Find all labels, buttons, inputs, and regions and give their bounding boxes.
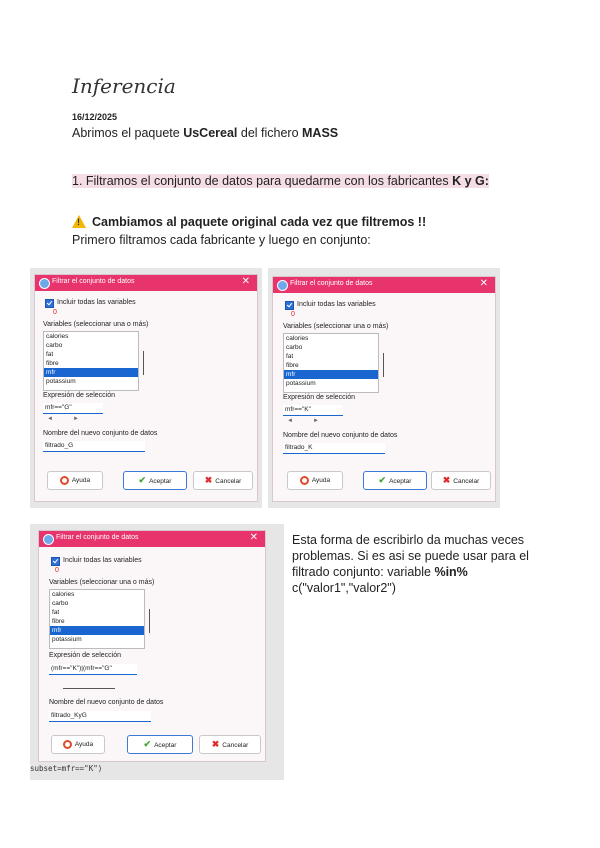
expression-label: Expresión de selección <box>43 392 115 399</box>
help-icon <box>60 476 69 485</box>
zero-label: 0 <box>53 309 57 316</box>
include-all-checkbox[interactable] <box>45 299 54 308</box>
list-item-selected[interactable]: mfr <box>50 626 144 635</box>
cancel-button[interactable] <box>199 735 261 754</box>
cancel-button[interactable] <box>431 471 491 490</box>
in-operator: %in% <box>434 565 468 579</box>
help-button[interactable] <box>51 735 105 754</box>
cancel-icon: ✖ <box>211 739 220 749</box>
close-icon[interactable]: ✕ <box>249 532 258 543</box>
step1-bold: K y G: <box>452 174 489 188</box>
package-name: UsCereal <box>183 126 238 140</box>
dialog-titlebar <box>39 531 265 547</box>
list-item[interactable]: calories <box>286 335 309 342</box>
page-title: Inferencia <box>72 74 176 98</box>
dialog-title: Filtrar el conjunto de datos <box>52 278 135 285</box>
intro-text: Abrimos el paquete <box>72 126 184 140</box>
check-icon: ✔ <box>138 475 147 485</box>
filter-dialog <box>38 530 266 762</box>
zero-label: 0 <box>55 567 59 574</box>
scrollbar[interactable] <box>383 353 384 377</box>
list-item[interactable]: fat <box>46 351 54 358</box>
expression-input[interactable]: (mfr=="K")|(mfr=="G" <box>49 664 137 675</box>
include-all-label: Incluir todas las variables <box>297 301 376 308</box>
list-item[interactable]: fibre <box>286 362 299 369</box>
variables-list[interactable] <box>43 331 139 391</box>
expression-input[interactable]: mfr=="G" <box>43 403 103 414</box>
list-item[interactable]: potassium <box>52 636 82 643</box>
variables-list[interactable] <box>283 333 379 393</box>
side-note-tail: c("valor1","valor2") <box>292 581 396 595</box>
variables-label: Variables (seleccionar una o más) <box>43 321 149 328</box>
list-item[interactable]: fat <box>286 353 294 360</box>
help-button[interactable] <box>287 471 343 490</box>
accept-label: Aceptar <box>154 742 177 749</box>
scrollbar[interactable] <box>143 351 144 375</box>
screenshot-filter-kyg <box>30 524 284 780</box>
new-dataset-label: Nombre del nuevo conjunto de datos <box>43 430 158 437</box>
cancel-label: Cancelar <box>222 742 249 749</box>
list-item[interactable]: carbo <box>46 342 63 349</box>
warning-text: Cambiamos al paquete original cada vez que filtremos !! <box>92 215 427 229</box>
list-item[interactable]: potassium <box>46 378 76 385</box>
cancel-icon: ✖ <box>442 475 451 485</box>
dialog-titlebar <box>35 275 257 291</box>
accept-button[interactable] <box>363 471 427 490</box>
cancel-label: Cancelar <box>215 478 242 485</box>
help-icon <box>300 476 309 485</box>
filter-dialog <box>272 276 496 502</box>
check-icon: ✔ <box>378 475 387 485</box>
warning-line <box>72 213 426 229</box>
scrollbar[interactable] <box>63 688 115 689</box>
scroll-arrows-icon[interactable]: ◄ ► <box>287 418 319 424</box>
dialog-title: Filtrar el conjunto de datos <box>290 280 373 287</box>
side-note <box>292 532 542 596</box>
list-item[interactable]: fat <box>52 609 60 616</box>
step1-text: 1. Filtramos el conjunto de datos para quedarme con los fabricantes <box>72 174 453 188</box>
variables-list[interactable] <box>49 589 145 649</box>
filter-dialog <box>34 274 258 502</box>
list-item[interactable]: potassium <box>286 380 316 387</box>
intro-text-mid: del fichero <box>237 126 303 140</box>
new-dataset-input[interactable]: filtrado_K <box>283 443 385 454</box>
expression-label: Expresión de selección <box>283 394 355 401</box>
r-logo-icon <box>43 534 54 545</box>
r-logo-icon <box>39 278 50 289</box>
variables-label: Variables (seleccionar una o más) <box>49 579 155 586</box>
scroll-arrows-icon[interactable]: ◄ ► <box>47 416 79 422</box>
expression-input[interactable]: mfr=="K" <box>283 405 343 416</box>
screenshot-filter-k <box>268 268 500 508</box>
intro-line <box>72 126 338 140</box>
list-item[interactable]: fibre <box>46 360 59 367</box>
list-item-selected[interactable]: mfr <box>44 368 138 377</box>
date-label: 16/12/2025 <box>72 112 118 122</box>
include-all-checkbox[interactable] <box>285 301 294 310</box>
help-button[interactable] <box>47 471 103 490</box>
help-label: Ayuda <box>71 477 91 484</box>
include-all-label: Incluir todas las variables <box>57 299 136 306</box>
new-dataset-label: Nombre del nuevo conjunto de datos <box>283 432 398 439</box>
scrollbar[interactable] <box>149 609 150 633</box>
warning-icon <box>72 215 86 228</box>
code-fragment: subset=mfr=="K") <box>30 764 103 773</box>
side-note-text: Esta forma de escribirlo da muchas veces problemas. Si es asi se puede usar para el filtrado conjunto: variable <box>292 533 529 579</box>
library-name: MASS <box>302 126 339 140</box>
screenshot-filter-g <box>30 268 262 508</box>
close-icon[interactable]: ✕ <box>241 276 250 287</box>
help-icon <box>63 740 72 749</box>
include-all-checkbox[interactable] <box>51 557 60 566</box>
list-item[interactable]: carbo <box>52 600 69 607</box>
list-item[interactable]: carbo <box>286 344 303 351</box>
help-label: Ayuda <box>311 477 331 484</box>
cancel-button[interactable] <box>193 471 253 490</box>
accept-button[interactable] <box>123 471 187 490</box>
dialog-titlebar <box>273 277 495 293</box>
check-icon: ✔ <box>143 739 152 749</box>
list-item[interactable]: calories <box>52 591 75 598</box>
new-dataset-label: Nombre del nuevo conjunto de datos <box>49 699 164 706</box>
r-logo-icon <box>277 280 288 291</box>
accept-button[interactable] <box>127 735 193 754</box>
zero-label: 0 <box>291 311 295 318</box>
list-item[interactable]: fibre <box>52 618 65 625</box>
new-dataset-input[interactable]: filtrado_G <box>43 441 145 452</box>
list-item-selected[interactable]: mfr <box>284 370 378 379</box>
variables-label: Variables (seleccionar una o más) <box>283 323 389 330</box>
accept-label: Aceptar <box>389 478 412 485</box>
plain-line: Primero filtramos cada fabricante y luego en conjunto: <box>72 233 371 247</box>
list-item[interactable]: calories <box>46 333 69 340</box>
expression-label: Expresión de selección <box>49 652 121 659</box>
dialog-title: Filtrar el conjunto de datos <box>56 534 139 541</box>
step1-heading <box>72 172 524 190</box>
new-dataset-input[interactable]: filtrado_KyG <box>49 711 151 722</box>
help-label: Ayuda <box>74 741 94 748</box>
close-icon[interactable]: ✕ <box>479 278 488 289</box>
accept-label: Aceptar <box>149 478 172 485</box>
cancel-icon: ✖ <box>204 475 213 485</box>
include-all-label: Incluir todas las variables <box>63 557 142 564</box>
cancel-label: Cancelar <box>453 478 480 485</box>
